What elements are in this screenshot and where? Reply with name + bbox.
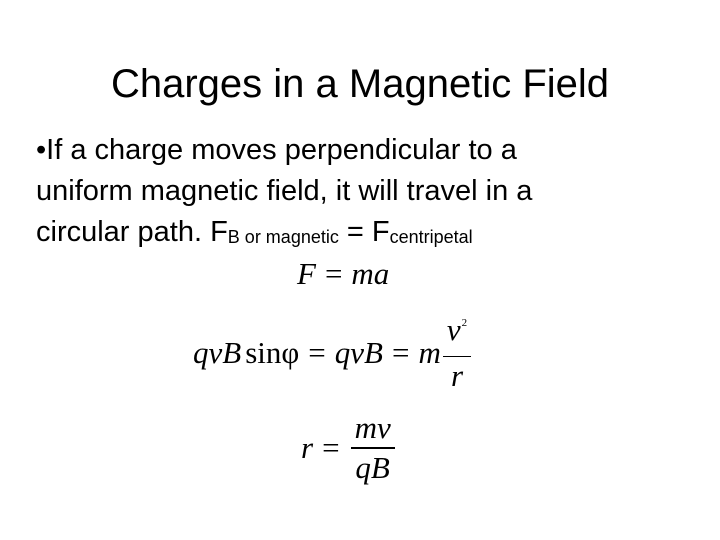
eq2-qvb-left: qvB (193, 335, 242, 370)
subscript-magnetic: B or magnetic (227, 227, 339, 247)
eq2-qvb-right: qvB (334, 335, 383, 370)
subscript-centripetal: centripetal (389, 227, 473, 247)
equation-radius (301, 410, 395, 486)
eq1-ma: ma (351, 256, 390, 291)
eq2-equals-1: = (308, 335, 326, 370)
equation-newton-second-law (297, 256, 389, 292)
eq1-force: F (297, 256, 316, 291)
equation-magnetic-centripetal (193, 311, 471, 394)
eq2-fraction (443, 313, 471, 394)
eq2-velocity: v (446, 311, 461, 347)
eq2-radius: r (450, 358, 464, 394)
eq2-exponent: 2 (461, 316, 468, 329)
eq2-numerator (443, 313, 471, 356)
eq3-numerator: mv (354, 410, 391, 446)
eq1-equals: = (324, 256, 343, 291)
equals-f: = F (338, 216, 390, 248)
bullet-line-2: uniform magnetic field, it will travel in a (36, 175, 533, 207)
eq3-denominator: qB (355, 449, 390, 485)
eq3-fraction (351, 411, 395, 485)
slide-title: Charges in a Magnetic Field (110, 62, 610, 106)
eq2-sin-phi: sinφ (245, 335, 300, 370)
bullet-line-3-text: circular path. F (36, 216, 228, 248)
eq2-mass: m (418, 335, 441, 370)
bullet-point (36, 130, 696, 256)
eq3-equals: = (322, 430, 340, 465)
bullet-line-3 (36, 212, 696, 256)
eq3-radius: r (301, 430, 314, 465)
eq2-equals-2: = (391, 335, 410, 370)
bullet-line-1: •If a charge moves perpendicular to a (36, 134, 517, 166)
